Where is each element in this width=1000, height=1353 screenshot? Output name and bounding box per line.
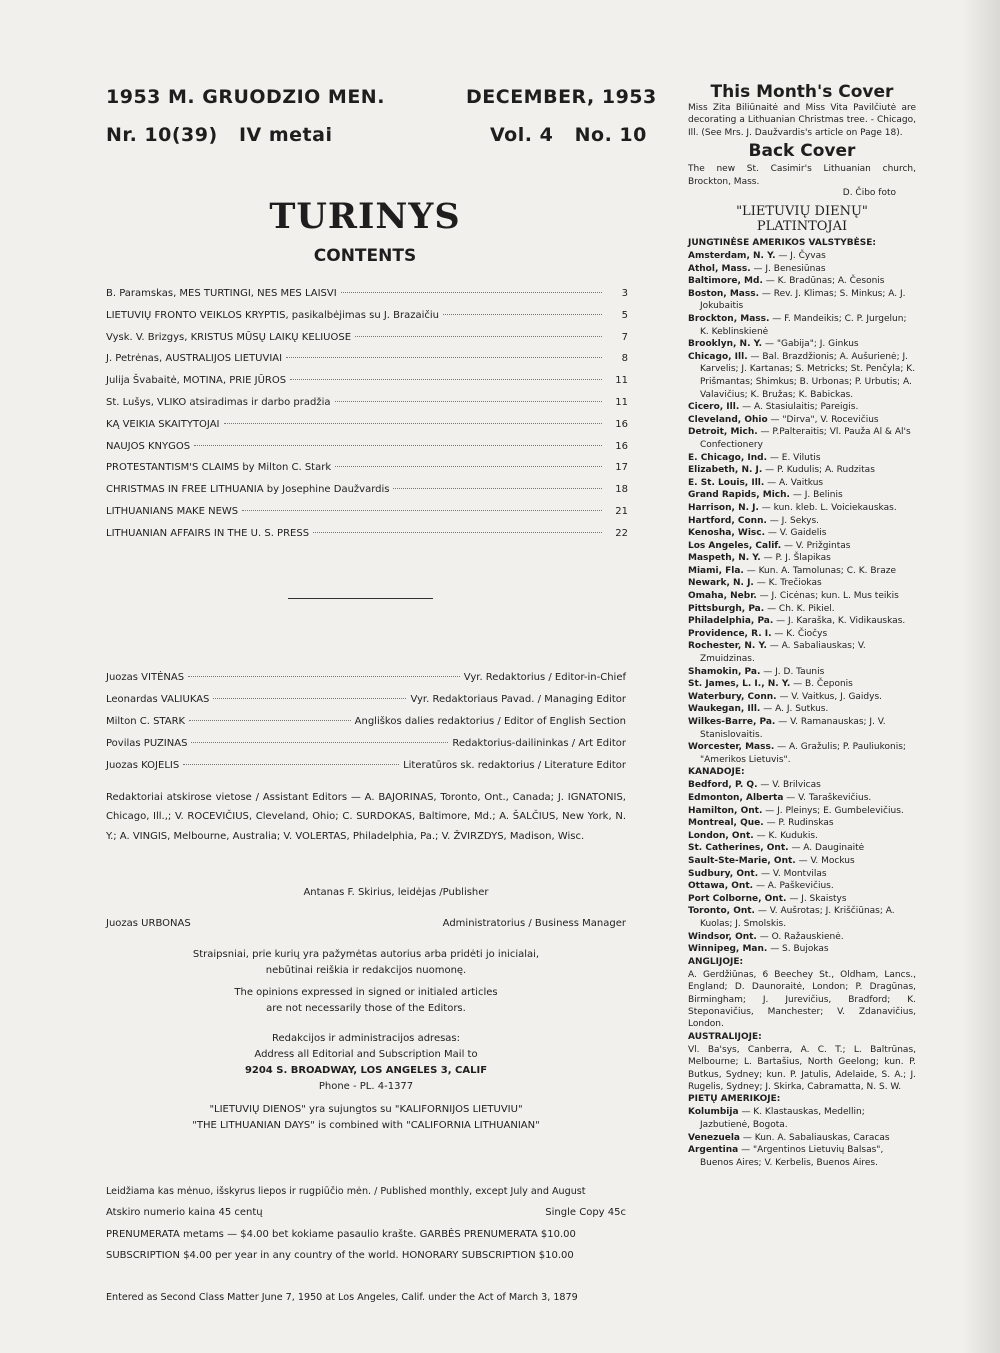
page-subtitle: CONTENTS: [313, 246, 417, 266]
toc-leader: [224, 423, 603, 424]
business-role: Administratorius / Business Manager: [442, 918, 626, 929]
list-item: Edmonton, Alberta — V. Taraškevičius.: [688, 792, 872, 803]
toc-leader: [242, 510, 602, 511]
list-item: Rochester, N. Y. — A. Sabaliauskas; V. Zmuidzinas.: [688, 641, 866, 665]
toc-entry[interactable]: [106, 375, 628, 397]
list-item: E. Chicago, Ind. — E. Vilutis: [688, 452, 821, 463]
toc-page: 21: [615, 505, 628, 517]
business-name: Juozas URBONAS: [106, 918, 191, 929]
toc-title: CHRISTMAS IN FREE LITHUANIA by Josephine Daužvardis: [106, 484, 390, 496]
merger-en: "THE LITHUANIAN DAYS" is combined with "CALIFORNIA LITHUANIAN": [192, 1120, 540, 1131]
toc-leader: [393, 488, 602, 489]
page-edge-shadow: [962, 0, 1000, 1353]
staff-name: Povilas PUZINAS: [106, 738, 188, 749]
staff-row: [106, 672, 626, 694]
subscription-lt: PRENUMERATA metams — $4.00 bet kokiame pasaulio krašte. GARBĖS PRENUMERATA $10.00: [106, 1229, 576, 1240]
list-item: Shamokin, Pa. — J. D. Taunis: [688, 666, 825, 677]
issue-date-en: DECEMBER, 1953: [466, 86, 657, 108]
list-item: Montreal, Que. — P. Rudinskas: [688, 818, 834, 829]
section-label-canada: KANADOJE:: [688, 767, 745, 778]
staff-row: [106, 716, 626, 738]
disclaimer-lt-line: Straipsniai, prie kurių yra pažymėtas autorius arba pridėti jo inicialai,: [192, 949, 540, 960]
section-label-south-america: PIETŲ AMERIKOJE:: [688, 1094, 781, 1105]
toc-leader: [290, 379, 602, 380]
toc-title: J. Petrėnas, AUSTRALIJOS LIETUVIAI: [106, 353, 283, 365]
toc-title: NAUJOS KNYGOS: [106, 440, 191, 452]
toc-leader: [355, 336, 602, 337]
disclaimer-lt: [106, 947, 626, 979]
list-item: Grand Rapids, Mich. — J. Belinis: [688, 490, 843, 501]
right-column: [688, 82, 916, 1169]
list-item: Newark, N. J. — K. Trečiokas: [688, 578, 822, 589]
list-item: London, Ont. — K. Kudukis.: [688, 830, 818, 841]
list-item: Waterbury, Conn. — V. Vaitkus, J. Gaidys.: [688, 691, 883, 702]
staff-leader: [195, 922, 439, 923]
list-item: Pittsburgh, Pa. — Ch. K. Pikiel.: [688, 603, 835, 614]
list-item: Los Angeles, Calif. — V. Prižgintas: [688, 540, 851, 551]
list-item: Detroit, Mich. — P.Palteraitis; Vl. Pauža Al & Al's Confectionery: [688, 427, 911, 450]
publisher-line: Antanas F. Skirius, leidėjas /Publisher: [303, 887, 489, 898]
toc-page: 16: [615, 440, 628, 452]
toc-page: 18: [615, 484, 628, 496]
list-item: Sudbury, Ont. — V. Montvilas: [688, 868, 827, 879]
staff-list: [106, 672, 626, 782]
disclaimer-lt-line: nebūtinai reiškia ir redakcijos nuomonę.: [265, 965, 467, 976]
cover-text: Miss Zita Biliūnaitė and Miss Vita Pavilčiutė are decorating a Lithuanian Christmas tree. - Chicago, Ill. (See Mrs. J. Daužvardis's article on Page 18).: [688, 103, 916, 138]
toc-leader: [335, 466, 602, 467]
list-item: Providence, R. I. — K. Čiočys: [688, 628, 828, 639]
volume-number: Vol. 4 No. 10: [490, 124, 647, 146]
section-divider: [288, 598, 433, 599]
distributor-list-south-america: [688, 1106, 916, 1169]
list-item: Athol, Mass. — J. Benesiūnas: [688, 263, 826, 274]
toc-page: 11: [615, 396, 628, 408]
section-label-england: ANGLIJOJE:: [688, 956, 744, 967]
business-list: [106, 918, 626, 940]
list-item: Windsor, Ont. — O. Ražauskienė.: [688, 931, 844, 942]
section-label-usa: JUNGTINĖSE AMERIKOS VALSTYBĖSE:: [688, 238, 876, 249]
staff-name: Juozas KOJELIS: [106, 760, 180, 771]
list-item: Kenosha, Wisc. — V. Gaidelis: [688, 528, 827, 539]
toc-page: 16: [615, 418, 628, 430]
back-cover-text: The new St. Casimir's Lithuanian church, Brockton, Mass.: [688, 164, 916, 187]
subscription-en: SUBSCRIPTION $4.00 per year in any country of the world. HONORARY SUBSCRIPTION $10.00: [106, 1250, 574, 1261]
toc-title: B. Paramskas, MES TURTINGI, NES MES LAISVI: [106, 288, 337, 299]
list-item: Hamilton, Ont. — J. Pleinys; E. Gumbelevičius.: [688, 805, 904, 816]
price-en: Single Copy 45c: [545, 1207, 626, 1218]
staff-row: [106, 760, 626, 782]
price-lt: Atskiro numerio kaina 45 centų: [106, 1207, 263, 1218]
page-title: TURINYS: [269, 196, 461, 237]
issue-number: Nr. 10(39) IV metai: [106, 124, 333, 146]
toc-page: 7: [621, 331, 628, 343]
list-item: Wilkes-Barre, Pa. — V. Ramanauskas; J. V. Stanislovaitis.: [688, 717, 886, 740]
toc-leader: [286, 357, 602, 358]
list-item: St. James, L. I., N. Y. — B. Čeponis: [688, 679, 853, 690]
issue-date-lt: 1953 M. GRUODZIO MEN.: [106, 86, 385, 108]
list-item: Philadelphia, Pa. — J. Karaška, K. Vidikauskas.: [688, 616, 906, 627]
toc-page: 5: [621, 309, 628, 321]
staff-leader: [213, 698, 406, 699]
staff-name: Leonardas VALIUKAS: [106, 694, 210, 705]
toc-entry[interactable]: [106, 310, 628, 332]
list-item: St. Catherines, Ont. — A. Dauginaitė: [688, 843, 865, 854]
list-item: Chicago, Ill. — Bal. Brazdžionis; A. Aušurienė; J. Karvelis; J. Kartanas; S. Metricks; St. Penčyla; K. Prišmantas; Shimkus; B. Urbonas; P. Urbutis; A. Valavičius; K. Bružas; K. Babickas.: [688, 351, 916, 400]
staff-leader: [189, 720, 351, 721]
toc-entry[interactable]: [106, 397, 628, 419]
merger-notice: [106, 1102, 626, 1134]
distributor-list-usa: [688, 250, 916, 766]
toc-title: Vysk. V. Brizgys, KRISTUS MŪSŲ LAIKŲ KELIUOSE: [106, 331, 352, 343]
list-item: Cicero, Ill. — A. Stasiulaitis; Pareigis.: [688, 402, 859, 413]
assistant-editors: Redaktoriai atskirose vietose / Assistant Editors — A. BAJORINAS, Toronto, Ont., Canada; J. IGNATONIS, Chicago, Ill.,; V. ROCEVIČIUS, Cleveland, Ohio; C. SURDOKAS, Baltimore, Md.; A. ŠALČIUS, New York, N. Y.; A. VINGIS, Melbourne, Australia; V. VOLERTAS, Philadelphia, Pa.; V. ŽVIRZDYS, Madison, Wisc.: [106, 792, 626, 842]
list-item: Port Colborne, Ont. — J. Skaistys: [688, 893, 847, 904]
staff-row: [106, 738, 626, 760]
list-item: Argentina — "Argentinos Lietuvių Balsas", Buenos Aires; V. Kerbelis, Buenos Aires.: [688, 1145, 884, 1168]
list-item: Brooklyn, N. Y. — "Gabija"; J. Ginkus: [688, 339, 859, 350]
list-item: Sault-Ste-Marie, Ont. — V. Mockus: [688, 855, 855, 866]
list-item: Baltimore, Md. — K. Bradūnas; A. Česonis: [688, 276, 885, 287]
list-item: Bedford, P. Q. — V. Brilvicas: [688, 780, 821, 791]
list-item: Miami, Fla. — Kun. A. Tamolunas; C. K. Braze: [688, 565, 896, 576]
distributors-heading: [688, 204, 916, 234]
staff-role: Literatūros sk. redaktorius / Literature Editor: [403, 760, 626, 771]
distributors-heading-line: "LIETUVIŲ DIENŲ": [736, 204, 868, 220]
toc-leader: [335, 401, 602, 402]
toc-page: 17: [615, 462, 628, 474]
staff-leader: [191, 742, 448, 743]
distributors-england: A. Gerdžiūnas, 6 Beechey St., Oldham, Lancs., England; D. Daunoraitė, London; P. Dragūnas, Birmingham; J. Jurevičius, Bradford; K. Steponavičius, Manchester; V. Zdanavičius, London.: [688, 969, 916, 1030]
toc-page: 3: [621, 288, 628, 299]
list-item: Maspeth, N. Y. — P. J. Šlapikas: [688, 553, 831, 564]
back-cover-heading: Back Cover: [748, 141, 856, 162]
staff-name: Juozas VITĖNAS: [106, 672, 185, 683]
merger-lt: "LIETUVIŲ DIENOS" yra sujungtos su "KALIFORNIJOS LIETUVIU": [209, 1104, 523, 1115]
toc-entry[interactable]: [106, 419, 628, 441]
postal-entry: Entered as Second Class Matter June 7, 1950 at Los Angeles, Calif. under the Act of March 3, 1879: [106, 1292, 578, 1303]
staff-row: [106, 918, 626, 940]
toc-entry[interactable]: [106, 332, 628, 354]
staff-leader: [188, 676, 460, 677]
price-row: [106, 1207, 626, 1218]
staff-name: Milton C. STARK: [106, 716, 186, 727]
staff-leader: [183, 764, 399, 765]
toc-title: LIETUVIŲ FRONTO VEIKLOS KRYPTIS, pasikalbėjimas su J. Brazaičiu: [106, 309, 440, 321]
toc-entry[interactable]: [106, 353, 628, 375]
publication-schedule: Leidžiama kas mėnuo, išskyrus liepos ir rugpiūčio mėn. / Published monthly, except July and August: [106, 1186, 586, 1197]
list-item: Amsterdam, N. Y. — J. Čyvas: [688, 251, 826, 262]
disclaimer-en: [106, 985, 626, 1017]
list-item: Omaha, Nebr. — J. Cicėnas; kun. L. Mus teikis: [688, 591, 899, 602]
table-of-contents: [106, 288, 628, 550]
list-item: Toronto, Ont. — V. Aušrotas; J. Kriščiūnas; A. Kuolas; J. Smolskis.: [688, 906, 895, 929]
toc-title: Julija Švabaitė, MOTINA, PRIE JŪROS: [106, 375, 287, 387]
list-item: Waukegan, Ill. — A. J. Sutkus.: [688, 704, 829, 715]
list-item: Elizabeth, N. J. — P. Kudulis; A. Rudzitas: [688, 465, 875, 476]
list-item: Ottawa, Ont. — A. Paškevičius.: [688, 881, 834, 892]
section-label-australia: AUSTRALIJOJE:: [688, 1031, 762, 1042]
toc-leader: [443, 314, 602, 315]
toc-entry[interactable]: [106, 288, 628, 310]
distributor-list-canada: [688, 779, 916, 955]
distributors-heading-line: PLATINTOJAI: [756, 219, 848, 235]
toc-title: LITHUANIAN AFFAIRS IN THE U. S. PRESS: [106, 527, 310, 539]
toc-leader: [313, 532, 602, 533]
list-item: Harrison, N. J. — kun. kleb. L. Voiciekauskas.: [688, 502, 897, 513]
disclaimer-en-line: are not necessarily those of the Editors.: [266, 1003, 466, 1014]
list-item: Brockton, Mass. — F. Mandeikis; C. P. Jurgelun; K. Keblinskienė: [688, 314, 907, 337]
toc-leader: [194, 445, 602, 446]
toc-title: St. Lušys, VLIKO atsiradimas ir darbo pradžia: [106, 396, 331, 408]
staff-role: Vyr. Redaktoriaus Pavad. / Managing Editor: [410, 694, 626, 705]
list-item: Hartford, Conn. — J. Sekys.: [688, 515, 820, 526]
list-item: Worcester, Mass. — A. Gražulis; P. Pauliukonis; "Amerikos Lietuvis".: [688, 742, 906, 765]
staff-row: [106, 694, 626, 716]
address-phone: Phone - PL. 4-1377: [318, 1081, 414, 1092]
list-item: Winnipeg, Man. — S. Bujokas: [688, 944, 829, 955]
address-street: 9204 S. BROADWAY, LOS ANGELES 3, CALIF: [244, 1065, 488, 1076]
address-en: Address all Editorial and Subscription Mail to: [254, 1049, 478, 1060]
toc-leader: [341, 292, 602, 293]
list-item: Kolumbija — K. Klastauskas, Medellin; Jazbutienė, Bogota.: [688, 1107, 865, 1130]
toc-page: 22: [615, 527, 628, 539]
list-item: Cleveland, Ohio — "Dirva", V. Rocevičius: [688, 414, 879, 425]
cover-heading: This Month's Cover: [710, 82, 894, 102]
toc-entry[interactable]: [106, 506, 628, 528]
address-lt: Redakcijos ir administracijos adresas:: [271, 1033, 461, 1044]
toc-entry[interactable]: [106, 484, 628, 506]
toc-entry[interactable]: [106, 528, 628, 550]
staff-role: Vyr. Redaktorius / Editor-in-Chief: [463, 672, 626, 683]
list-item: Venezuela — Kun. A. Sabaliauskas, Caracas: [688, 1132, 890, 1143]
photo-credit: D. Čibo foto: [842, 188, 896, 199]
disclaimer-en-line: The opinions expressed in signed or initialed articles: [234, 987, 498, 998]
toc-title: PROTESTANTISM'S CLAIMS by Milton C. Stark: [106, 462, 332, 474]
staff-role: Angliškos dalies redaktorius / Editor of English Section: [354, 716, 626, 727]
list-item: Boston, Mass. — Rev. J. Klimas; S. Minkus; A. J. Jokubaitis: [688, 288, 906, 312]
toc-title: LITHUANIANS MAKE NEWS: [106, 505, 239, 517]
toc-page: 11: [615, 375, 628, 387]
address-block: [106, 1031, 626, 1095]
staff-role: Redaktorius-dailininkas / Art Editor: [452, 738, 626, 749]
toc-page: 8: [621, 353, 628, 365]
toc-entry[interactable]: [106, 462, 628, 484]
list-item: E. St. Louis, Ill. — A. Vaitkus: [688, 477, 824, 488]
toc-entry[interactable]: [106, 441, 628, 463]
distributors-australia: Vl. Ba'sys, Canberra, A. C. T.; L. Baltrūnas, Melbourne; L. Bartašius, North Geelong; kun. P. Butkus, Sydney; kun. P. Jatulis, Adelaide, S. A.; J. Rugelis, Sydney; J. Skirka, Cabramatta, N. S. W.: [688, 1044, 916, 1092]
toc-title: KĄ VEIKIA SKAITYTOJAI: [106, 418, 220, 430]
